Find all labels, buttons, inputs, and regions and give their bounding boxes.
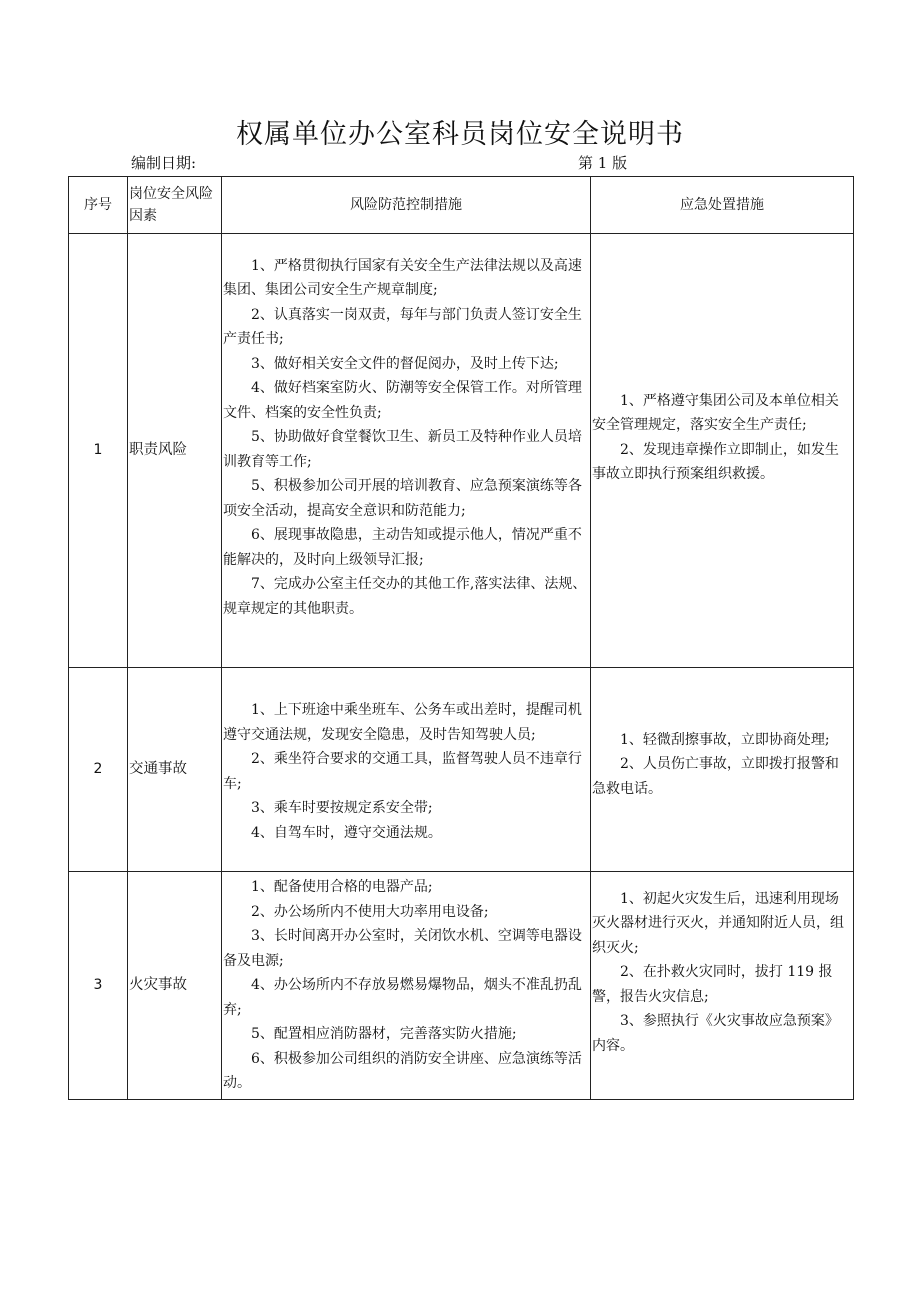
safety-table <box>68 176 854 1100</box>
row-no: 1 <box>69 234 128 668</box>
measure-item: 2、乘坐符合要求的交通工具，监督驾驶人员不违章行车; <box>223 751 582 792</box>
emergency-item: 1、初起火灾发生后，迅速利用现场灭火器材进行灭火，并通知附近人员，组织灭火; <box>592 890 844 956</box>
measure-item: 2、认真落实一岗双责，每年与部门负责人签订安全生产责任书; <box>223 306 582 348</box>
document-title: 权属单位办公室科员岗位安全说明书 <box>236 119 684 150</box>
header-no: 序号 <box>69 177 128 234</box>
measure-item: 4、自驾车时，遵守交通法规。 <box>251 824 442 841</box>
measure-item: 1、严格贯彻执行国家有关安全生产法律法规以及高速集团、集团公司安全生产规章制度; <box>223 257 582 299</box>
measure-item: 4、做好档案室防火、防潮等安全保管工作。对所管理文件、档案的安全性负责; <box>223 380 582 421</box>
table-row <box>69 668 854 872</box>
emergency-item: 2、人员伤亡事故，立即拨打报警和急救电话。 <box>592 756 839 797</box>
measure-item: 5、协助做好食堂餐饮卫生、新员工及特种作业人员培训教育等工作; <box>223 429 582 470</box>
table-row <box>69 234 854 668</box>
emergency-item: 1、轻微刮擦事故，立即协商处理; <box>620 731 830 748</box>
measure-item: 7、完成办公室主任交办的其他工作,落实法律、法规、规章规定的其他职责。 <box>223 576 587 617</box>
measure-item: 2、办公场所内不使用大功率用电设备; <box>251 903 489 920</box>
measure-item: 6、展现事故隐患，主动告知或提示他人，情况严重不能解决的，及时向上级领导汇报; <box>223 527 582 568</box>
row-risk: 火灾事故 <box>129 977 187 994</box>
compile-date-label: 编制日期: <box>131 154 197 172</box>
emergency-item: 2、在扑救火灾同时，拔打 119 报警，报告火灾信息; <box>592 964 833 1005</box>
row-no: 3 <box>69 872 128 1100</box>
header-emergency: 应急处置措施 <box>591 177 854 234</box>
measure-item: 3、乘车时要按规定系安全带; <box>251 800 433 816</box>
measure-item: 4、办公场所内不存放易燃易爆物品，烟头不准乱扔乱弃; <box>223 977 582 1018</box>
measure-item: 3、长时间离开办公室时，关闭饮水机、空调等电器设备及电源; <box>223 928 582 969</box>
row-risk: 交通事故 <box>129 761 187 778</box>
measure-item: 3、做好相关安全文件的督促阅办，及时上传下达; <box>251 355 559 372</box>
emergency-item: 1、严格遵守集团公司及本单位相关安全管理规定，落实安全生产责任; <box>592 392 839 433</box>
row-no: 2 <box>69 668 128 872</box>
measure-item: 5、积极参加公司开展的培训教育、应急预案演练等各项安全活动，提高安全意识和防范能力; <box>223 478 582 519</box>
measure-item: 6、积极参加公司组织的消防安全讲座、应急演练等活动。 <box>223 1050 582 1092</box>
emergency-item: 3、参照执行《火灾事故应急预案》内容。 <box>592 1013 839 1054</box>
table-row <box>69 872 854 1100</box>
measure-item: 1、配备使用合格的电器产品; <box>251 879 433 896</box>
header-risk: 岗位安全风险因素 <box>128 177 222 234</box>
measure-item: 5、配置相应消防器材，完善落实防火措施; <box>251 1026 517 1043</box>
measure-item: 1、上下班途中乘坐班车、公务车或出差时，提醒司机遵守交通法规，发现安全隐患，及时告知驾驶人员; <box>223 702 582 743</box>
row-risk: 职责风险 <box>129 442 187 459</box>
emergency-item: 2、发现违章操作立即制止，如发生事故立即执行预案组织救援。 <box>592 441 839 482</box>
header-measures: 风险防范控制措施 <box>222 177 591 234</box>
version-label: 第 1 版 <box>578 154 628 172</box>
header-row <box>69 177 854 234</box>
